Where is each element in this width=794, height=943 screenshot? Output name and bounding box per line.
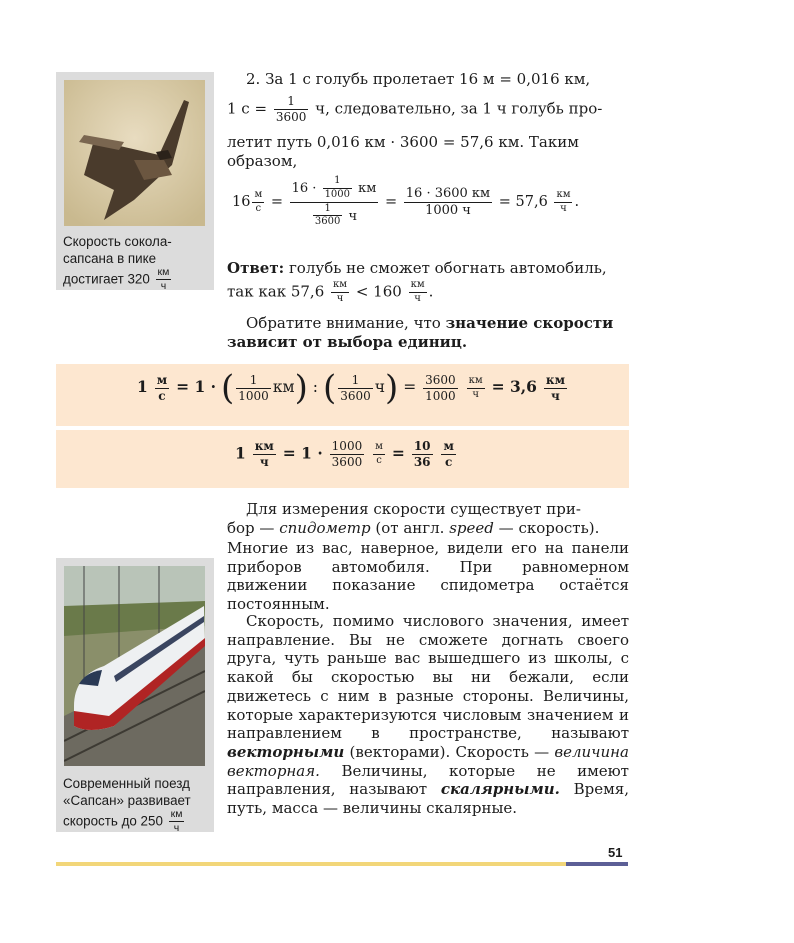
speedometer-line-2: бор — спидометр (от англ. speed — скорость).	[227, 519, 600, 537]
unit-fraction: $\frac{км}{ч}$	[157, 266, 170, 293]
problem-line-3: летит путь 0,016 км · 3600 = 57,6 км. Таким	[227, 133, 579, 151]
caption-line: «Сапсан» развивает	[63, 793, 191, 808]
unit-fraction: $\frac{м}{с}$	[254, 188, 263, 214]
caption-line: достигает 320 $\frac{км}{ч}$	[63, 266, 170, 293]
fraction: $\frac{3600}{1000}$	[425, 372, 456, 403]
unit-fraction: $\frac{км}{ч}$	[254, 439, 274, 469]
speedometer-paragraph: Многие из вас, наверное, видели его на панели приборов автомобиля. При равномерном движении показание спидометра остаётся постоянным.	[227, 539, 629, 614]
page-number: 51	[608, 845, 623, 860]
caption-line: сапсана в пике	[63, 251, 157, 266]
fraction: $\frac{1}{1000}$	[324, 175, 351, 200]
equation-pigeon-speed: 16 $\frac{м}{с}$ = 16 · $\frac{1}{1000}$ км $\frac{1}{3600}$ ч = $\frac{16 \cdot 3600 км}{1000 ч}$ = 57,6 $\frac{км}{ч}$ .	[232, 175, 580, 228]
problem-line-1: 2. За 1 с голубь пролетает 16 м = 0,016 км,	[246, 70, 591, 88]
answer-line-1: Ответ: голубь не сможет обогнать автомобиль,	[227, 259, 607, 277]
fraction: $\frac{16 \cdot 3600 км}{1000 ч}$	[405, 185, 491, 218]
unit-fraction: $\frac{м}{с}$	[156, 372, 168, 403]
fraction: $\frac{1000}{3600}$	[331, 439, 363, 469]
unit-fraction: $\frac{км}{ч}$	[170, 808, 183, 835]
train-caption	[63, 775, 211, 835]
footer-rule	[56, 862, 566, 866]
problem-line-4: образом,	[227, 152, 298, 170]
problem-line-2: 1 с = $\frac{1}{3600}$ ч, следовательно, за 1 ч голубь про-	[227, 94, 603, 124]
formula-kmh-to-ms: 1 $\frac{км}{ч}$ = 1 · $\frac{1000}{3600}$ $\frac{м}{с}$ = $\frac{10}{36}$ $\frac{м}{с}$	[235, 439, 454, 469]
unit-fraction: $\frac{км}{ч}$	[556, 188, 571, 214]
answer-line-2: так как 57,6 $\frac{км}{ч}$ < 160 $\frac{км}{ч}$ .	[227, 279, 434, 304]
vector-paragraph: Скорость, помимо числового значения, имеет направление. Вы не сможете догнать своего друга, чуть раньше вас вышедшего из школы, с какой бы скоростью вы ни бежали, если движетесь с ним в разные стороны. Величины, которые характеризуются числовым значением и направлением в пространстве, называют векторными (векторами). Скорость — величина векторная. Величины, которые не имеют направления, называют скалярными. Время, путь, масса — величины скалярные.	[227, 612, 629, 818]
speedometer-line-1: Для измерения скорости существует при-	[246, 500, 581, 518]
falcon-photo	[64, 80, 205, 226]
train-photo	[64, 566, 205, 766]
caption-line: скорость до 250 $\frac{км}{ч}$	[63, 808, 183, 835]
unit-fraction: $\frac{км}{ч}$	[410, 279, 425, 304]
unit-fraction: $\frac{м}{с}$	[443, 439, 454, 469]
unit-fraction: $\frac{км}{ч}$	[545, 372, 565, 403]
fraction: $\frac{1}{3600}$	[275, 94, 307, 124]
unit-fraction: $\frac{м}{с}$	[375, 441, 383, 466]
formula-ms-to-kmh: 1 $\frac{м}{с}$ = 1 · ( $\frac{1}{1000}$ км) : ( $\frac{1}{3600}$ ч) = $\frac{3600}{1000}$ $\frac{км}{ч}$ = 3,6 $\frac{км}{ч}$	[137, 368, 565, 408]
fraction: $\frac{1}{1000}$	[238, 372, 269, 403]
unit-fraction: $\frac{км}{ч}$	[468, 374, 483, 400]
falcon-caption	[63, 233, 211, 293]
fraction: $\frac{10}{36}$	[413, 439, 431, 469]
fraction: $\frac{1}{3600}$	[314, 202, 341, 228]
caption-line: Скорость сокола-	[63, 234, 172, 249]
note-line-2: зависит от выбора единиц.	[227, 333, 468, 351]
footer-rule-accent	[566, 862, 628, 866]
compound-fraction: 16 · $\frac{1}{1000}$ км $\frac{1}{3600}$ ч	[291, 175, 377, 228]
unit-fraction: $\frac{км}{ч}$	[333, 279, 348, 304]
caption-line: Современный поезд	[63, 776, 190, 791]
note-line-1: Обратите внимание, что значение скорости	[246, 314, 614, 332]
fraction: $\frac{1}{3600}$	[340, 372, 371, 403]
